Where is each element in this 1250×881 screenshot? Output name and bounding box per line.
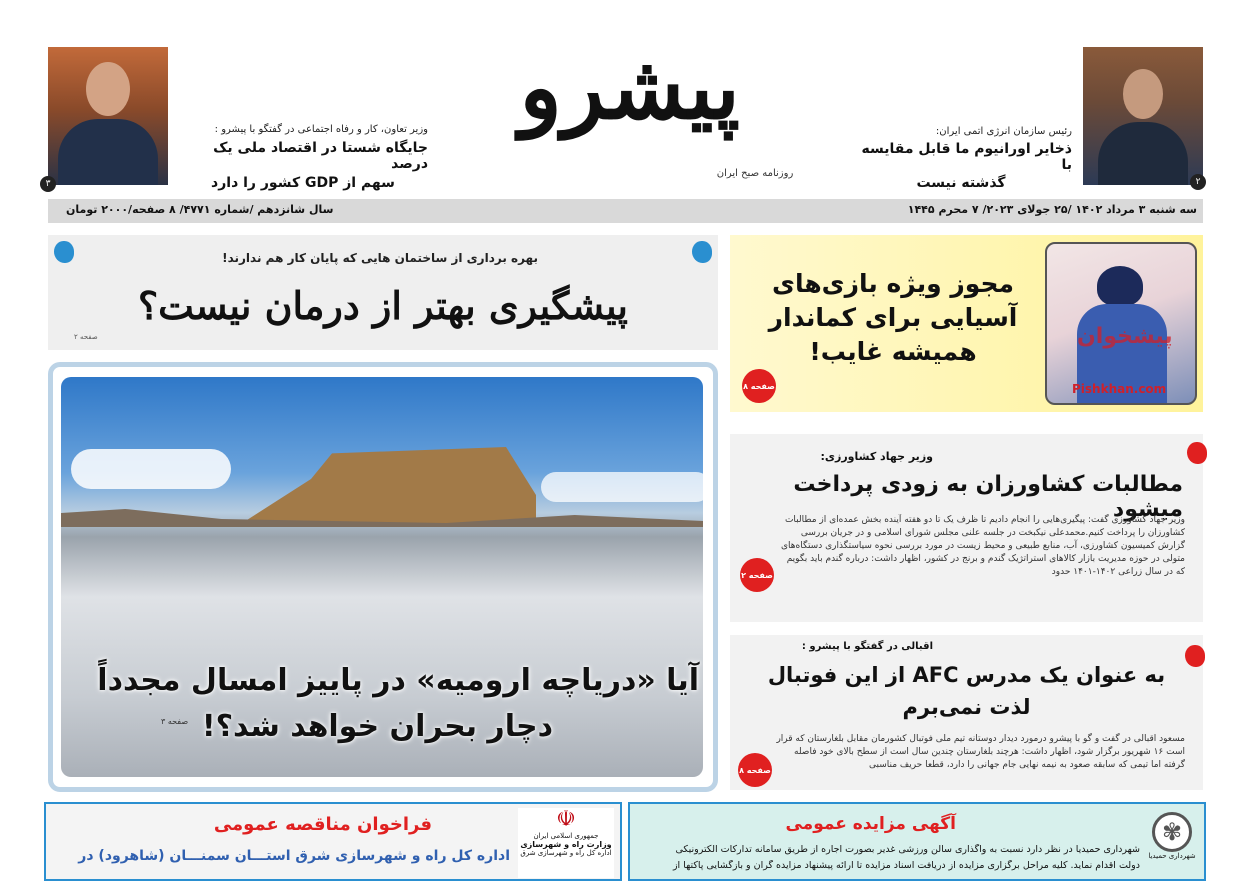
top-story-page: صفحه ۲ [74, 333, 98, 341]
dateline-bar [48, 199, 1203, 223]
agri-body: وزیر جهاد کشاورزی گفت: پیگیری‌هایی را انجام دادیم تا ظرف یک تا دو هفته آینده بخش عمده‌ای از مطالبات کشاورزان را پرداخت کنیم.محمدعلی نیکبخت در جلسه علنی مجلس شورای اسلامی و در جریان بررسی گزارش کمیسیون کشاورزی، آب، منابع طبیعی و محیط زیست در مورد بررسی نحوه سیاستگذاری دستگاه‌های متولی در حوزه مدیریت بازار کالاهای استراتژیک گندم و برنج در کشور، اظهار داشت: درباره گندم باید بگویم که در سال زراعی ۱۴۰۲-۱۴۰۱ حدود [780, 515, 1185, 577]
top-story-kicker: بهره برداری از ساختمان هایی که پایان کار هم ندارند! [222, 251, 538, 265]
flower-emblem-icon: ✾ [1152, 812, 1192, 852]
auction-ad-title: آگهی مزایده عمومی [785, 814, 956, 834]
blue-dot-icon [692, 241, 712, 263]
agri-kicker: وزیر جهاد کشاورزی: [820, 450, 933, 463]
right-teaser-kicker: رئیس سازمان انرژی اتمی ایران: [935, 126, 1072, 137]
red-dot-icon [1187, 442, 1207, 464]
right-teaser-page: ۲ [1190, 174, 1206, 190]
dateline-issue: سال شانزدهم /شماره ۴۷۷۱/ ۸ صفحه/۲۰۰۰ تومان [66, 203, 334, 216]
auction-ad[interactable] [628, 802, 1206, 881]
municipality-logo [1146, 812, 1198, 872]
football-kicker: اقبالی در گفتگو با پیشرو : [801, 641, 933, 652]
football-page-badge: صفحه ۸ [738, 753, 772, 787]
portrait-face [1123, 69, 1163, 119]
rock-mountain [236, 447, 536, 527]
left-teaser[interactable] [178, 124, 428, 191]
sports-headline: مجوز ویژه بازی‌های آسیایی برای کماندار همیشه غایب! [768, 269, 1018, 366]
left-teaser-page: ۳ [40, 176, 56, 192]
auction-ad-line-2: دولت اقدام نماید. کلیه مراحل برگزاری مزایده از دریافت اسناد مزایده تا ارائه پیشنهاد مزایده گران و بازگشایی پاکتها از [672, 860, 1140, 871]
auction-ad-line-1: شهرداری حمیدیا در نظر دارد نسبت به واگذاری سالن ورزشی غدیر بصورت اجاره از طریق سامانه تدارکات الکترونیکی [675, 844, 1140, 855]
left-teaser-headline-2: سهم از GDP کشور را دارد [211, 175, 395, 191]
agri-page-badge: صفحه ۲ [740, 558, 774, 592]
agri-story[interactable] [730, 434, 1203, 622]
lake-headline-1: آیا «دریاچه ارومیه» در پاییز امسال مجدداً [97, 663, 699, 698]
right-teaser-headline-2: گذشته نیست [916, 175, 1006, 191]
right-teaser-headline-1: ذخایر اورانیوم ما قابل مقایسه با [861, 141, 1072, 173]
lake-story[interactable] [48, 362, 718, 792]
football-headline-2: لذت نمی‌برم [902, 695, 1031, 719]
tender-ad[interactable] [44, 802, 622, 881]
archer-head [1097, 266, 1143, 306]
dateline-date: سه شنبه ۳ مرداد ۱۴۰۲ /۲۵ جولای ۲۰۲۳/ ۷ محرم ۱۴۴۵ [907, 203, 1197, 216]
newspaper-tagline: روزنامه صبح ایران [716, 168, 794, 179]
watermark-logo: پیشخوان [1077, 324, 1173, 349]
sports-page-badge: صفحه ۸ [742, 369, 776, 403]
top-story[interactable] [48, 235, 718, 350]
cloud [71, 449, 231, 489]
lake-photo [61, 377, 703, 777]
minister-photo-left [48, 47, 168, 185]
lake-headline-2: دچار بحران خواهد شد؟! [201, 709, 553, 744]
emblem-caption-1: جمهوری اسلامی ایران [533, 832, 599, 840]
football-story[interactable] [730, 635, 1203, 790]
football-body: مسعود اقبالی در گفت و گو با پیشرو درمورد دیدار دوستانه تیم ملی فوتبال کشورمان مقابل بلغارستان که قرار است ۱۶ شهریور برگزار شود، اظهار داشت: هرچند بلغارستان چندین سال است از سطح بالای خود فاصله گرفته اما تیمی که سابقه صعود به نیمه نهایی جام جهانی را دارد، قطعا حریف مناسبی [776, 734, 1185, 770]
minister-photo-right [1083, 47, 1203, 185]
tender-ad-title: فراخوان مناقصه عمومی [213, 814, 432, 835]
sports-story[interactable] [730, 235, 1203, 412]
lake-story-page: صفحه ۳ [161, 717, 189, 726]
football-headline-1: به عنوان یک مدرس AFC از این فوتبال [767, 663, 1166, 687]
portrait-suit [58, 119, 158, 185]
left-teaser-kicker: وزیر تعاون، کار و رفاه اجتماعی در گفتگو با پیشرو : [214, 124, 428, 135]
right-teaser[interactable] [850, 126, 1072, 191]
portrait-face [86, 62, 130, 116]
municipality-caption: شهرداری حمیدیا [1148, 852, 1196, 860]
cloud [541, 472, 703, 502]
watermark-url: Pishkhan.com [1072, 382, 1167, 396]
emblem-caption-3: اداره کل راه و شهرسازی شرق [520, 849, 612, 857]
emblem-icon: ☫ [556, 807, 576, 832]
emblem-caption-2: وزارت راه و شهرسازی [520, 840, 612, 849]
blue-dot-icon [54, 241, 74, 263]
portrait-suit [1098, 122, 1188, 185]
newspaper-logo: پیشرو [519, 35, 740, 139]
left-teaser-headline-1: جایگاه شستا در اقتصاد ملی یک درصد [213, 140, 428, 172]
iran-emblem-logo [518, 808, 614, 878]
top-story-headline: پیشگیری بهتر از درمان نیست؟ [138, 283, 628, 328]
archer-photo [1045, 242, 1197, 405]
agri-headline: مطالبات کشاورزان به زودی پرداخت میشود [793, 472, 1183, 522]
tender-ad-line: اداره کل راه و شهرسازی شرق استـــان سمنـــان (شاهرود) در [78, 848, 510, 864]
